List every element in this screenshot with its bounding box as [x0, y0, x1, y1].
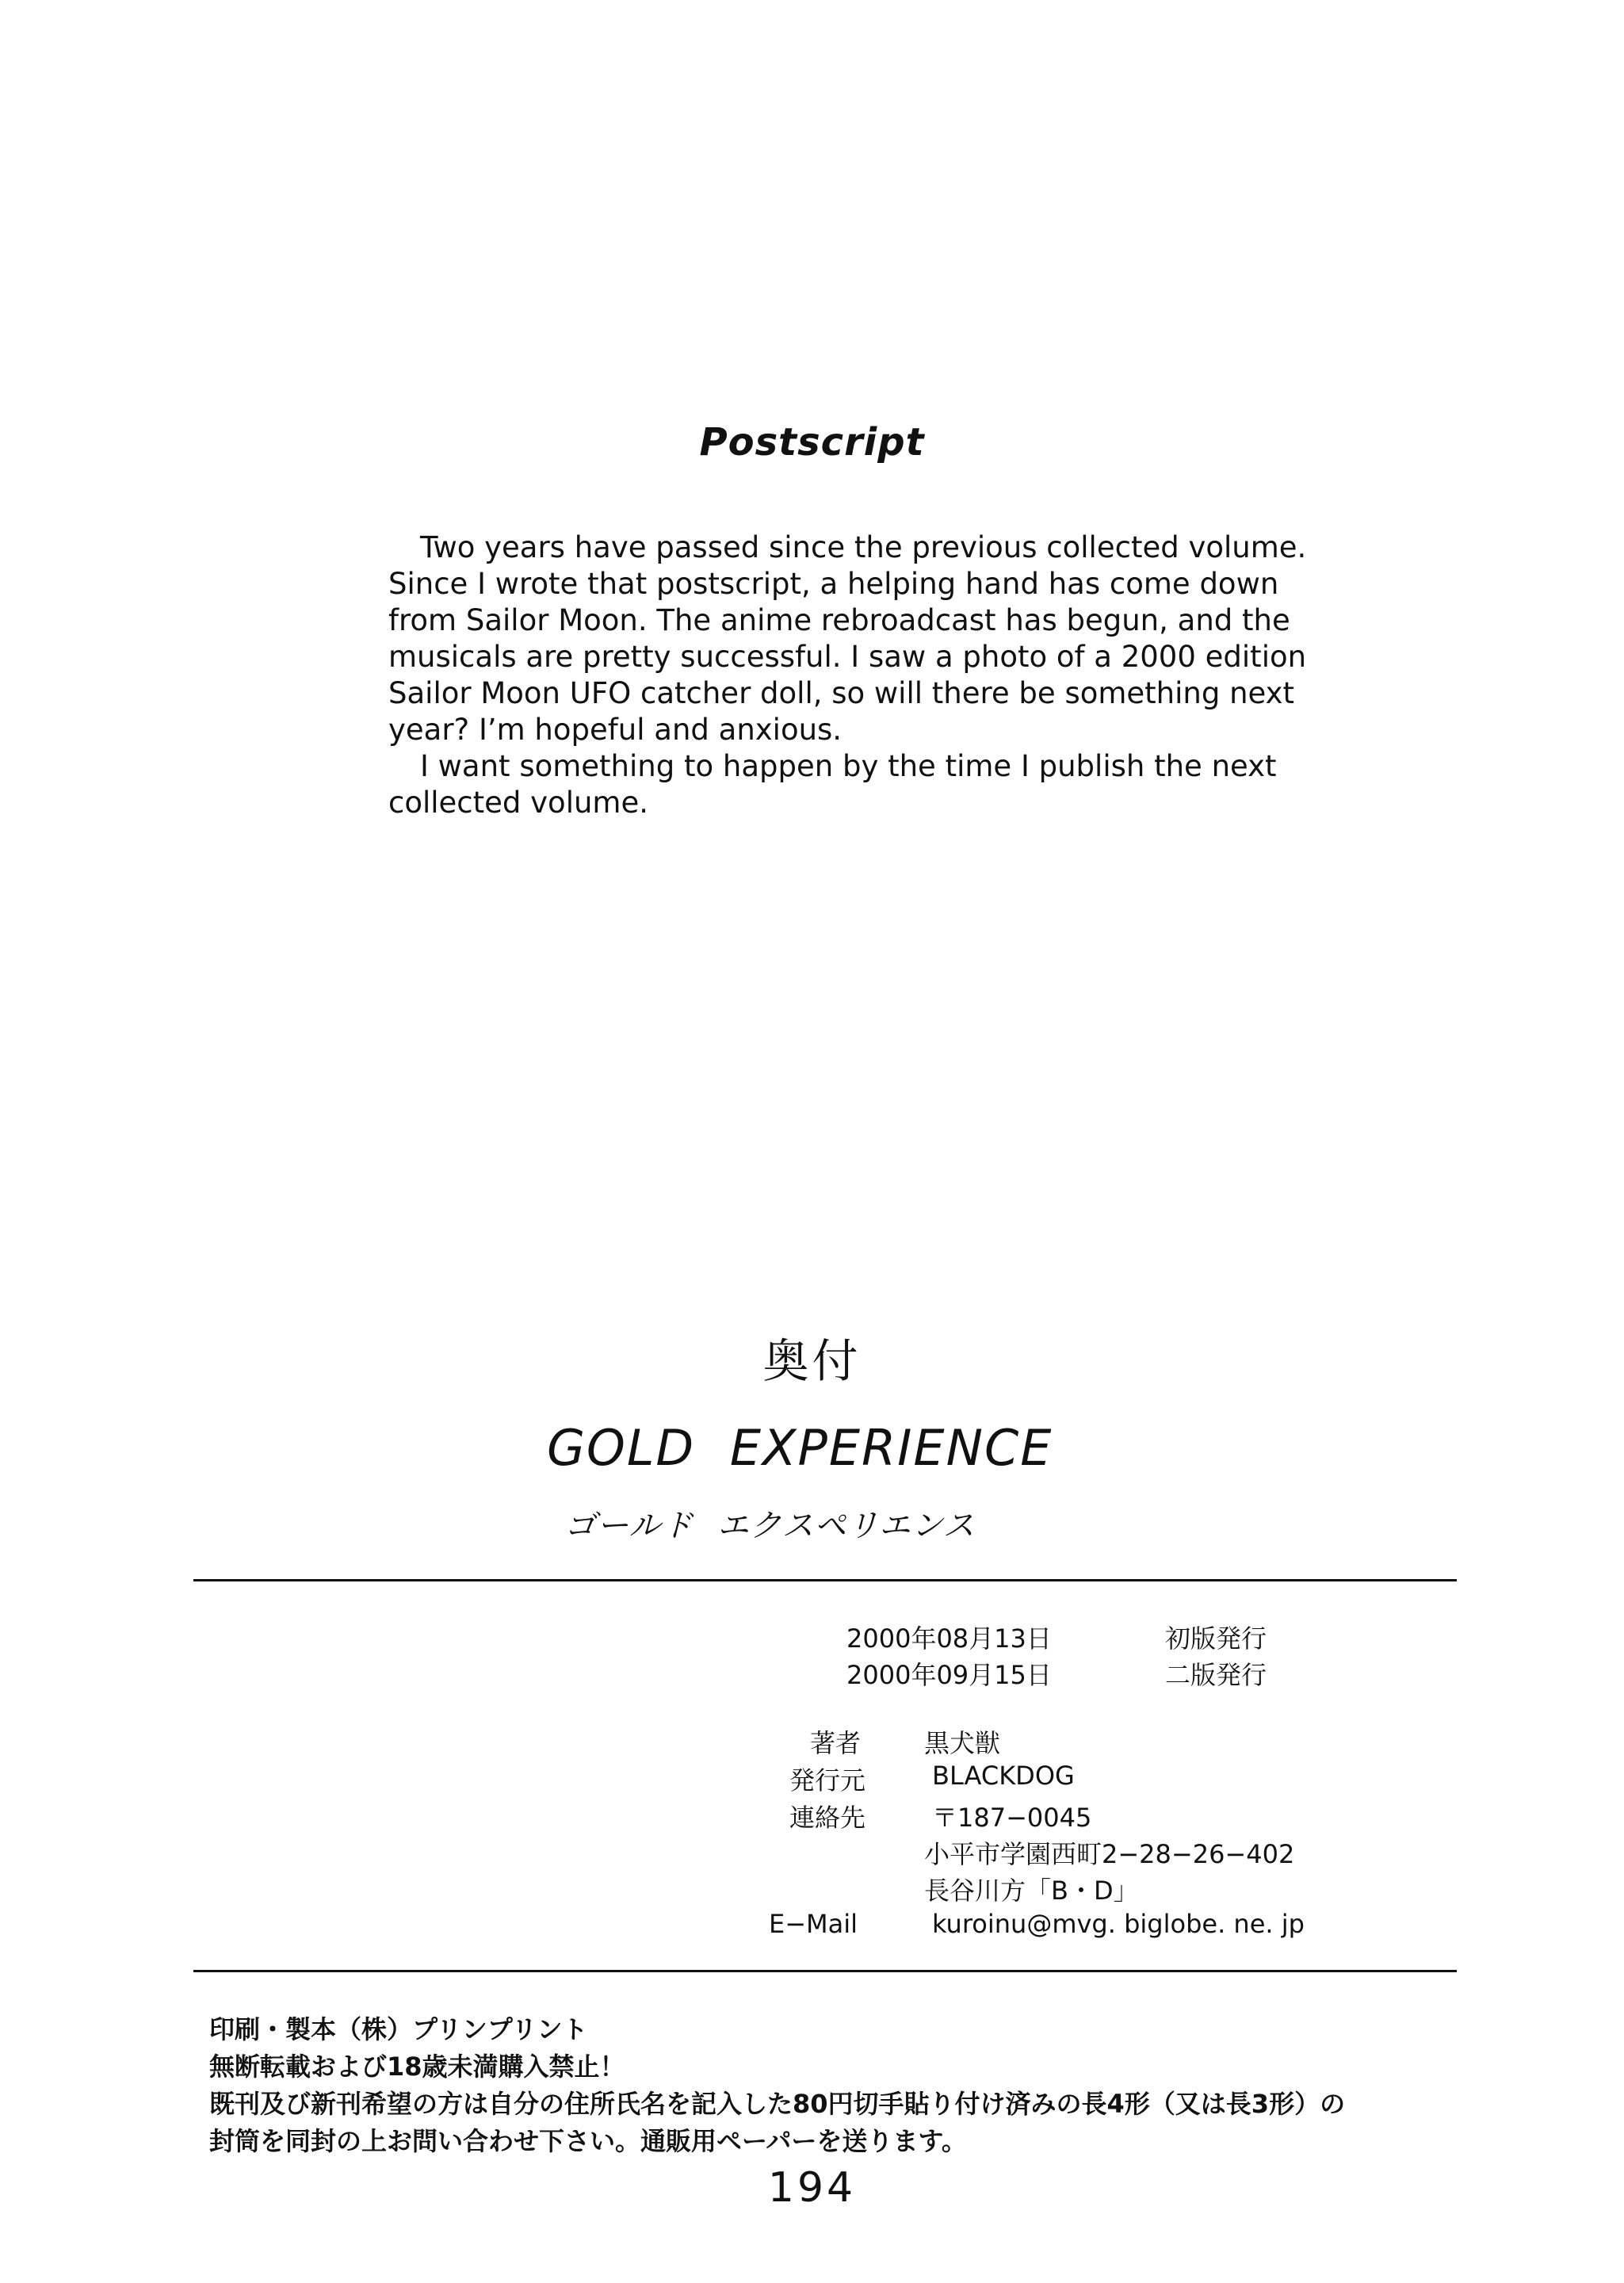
postscript-line: Since I wrote that postscript, a helping hand has come down	[388, 567, 1279, 601]
postscript-line: from Sailor Moon. The anime rebroadcast has begun, and the	[388, 603, 1290, 637]
publisher-label: 発行元	[789, 1765, 866, 1795]
book-title-kana: ゴールド エクスペリエンス	[564, 1508, 976, 1544]
contact-label: 連絡先	[789, 1803, 866, 1833]
colophon-heading: 奥付	[762, 1334, 862, 1388]
address: 小平市学園西町2−28−26−402	[924, 1839, 1295, 1869]
printer-note: 印刷・製本（株）プリンプリント	[209, 2014, 588, 2044]
mail-order-note-1: 既刊及び新刊希望の方は自分の住所氏名を記入した80円切手貼り付け済みの長4形（又は長3形）の	[209, 2089, 1346, 2119]
author-name: 黒犬獣	[924, 1728, 1001, 1758]
postscript-line: Sailor Moon UFO catcher doll, so will there be something next	[388, 676, 1295, 710]
divider-top	[193, 1579, 1457, 1581]
postal-code: 〒187−0045	[932, 1803, 1092, 1833]
edition-label-second: 二版発行	[1165, 1660, 1267, 1690]
email-label: E−Mail	[769, 1909, 858, 1939]
care-of: 長谷川方「B・D」	[924, 1876, 1139, 1906]
postscript-body	[388, 530, 1307, 821]
email-address: kuroinu@mvg. biglobe. ne. jp	[932, 1909, 1305, 1939]
divider-bottom	[193, 1970, 1457, 1972]
postscript-line: year? I’m hopeful and anxious.	[388, 713, 843, 747]
publisher-name: BLACKDOG	[932, 1761, 1075, 1791]
mail-order-note-2: 封筒を同封の上お問い合わせ下さい。通販用ペーパーを送ります。	[209, 2126, 967, 2156]
edition-date-first: 2000年08月13日	[846, 1623, 1052, 1654]
page-number: 194	[767, 2164, 857, 2212]
edition-date-second: 2000年09月15日	[846, 1660, 1052, 1690]
postscript-line: musicals are pretty successful. I saw a photo of a 2000 edition	[388, 640, 1307, 674]
restriction-note: 無断転載および18歳未満購入禁止！	[209, 2052, 625, 2082]
edition-label-first: 初版発行	[1165, 1623, 1267, 1654]
author-label: 著者	[810, 1728, 862, 1758]
postscript-line: Two years have passed since the previous collected volume.	[420, 530, 1307, 564]
postscript-line: collected volume.	[388, 786, 648, 820]
postscript-line: I want something to happen by the time I publish the next	[420, 749, 1277, 783]
book-title: GOLD EXPERIENCE	[547, 1419, 1053, 1477]
postscript-title: Postscript	[699, 420, 925, 465]
